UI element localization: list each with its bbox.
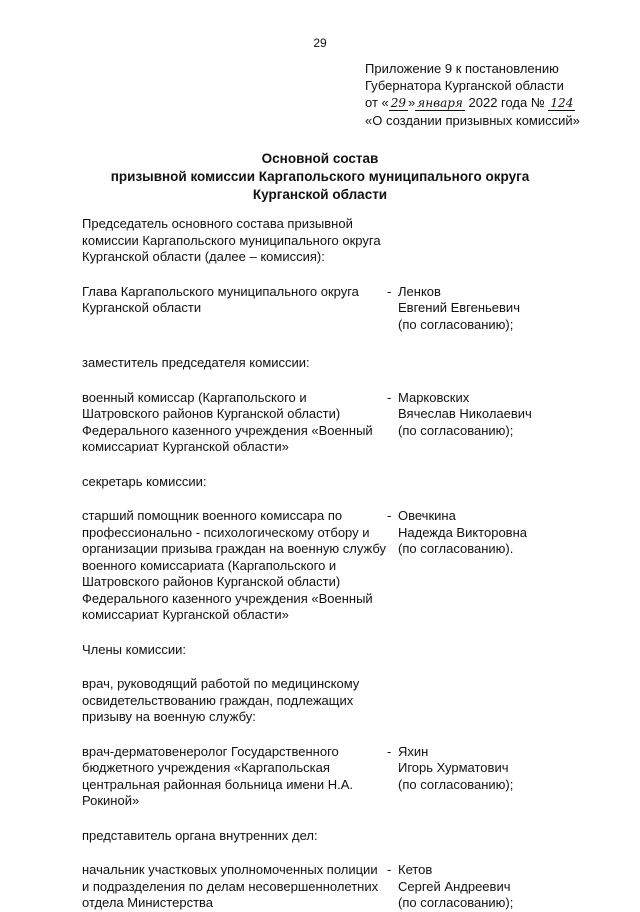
doctor-heading: врач, руководящий работой по медицинскому освидетельствованию граждан, подлежащих призыву на военную службу:	[82, 676, 360, 724]
appendix-date-mid: »	[408, 95, 416, 110]
handwritten-month: января	[417, 96, 463, 110]
dash: -	[387, 508, 392, 523]
police-position: начальник участковых уполномоченных полиции и подразделения по делам несовершеннолетних отдела Министерства	[82, 862, 379, 910]
police-name: Сергей Андреевич	[398, 878, 511, 894]
doctor-name: Игорь Хурматович	[398, 760, 509, 775]
chair-name: Евгений Евгеньевич	[398, 300, 520, 315]
appendix-line-2: Губернатора Курганской области	[365, 78, 564, 93]
police-heading: представитель органа внутренних дел:	[82, 827, 318, 843]
title-line-1: Основной состав	[261, 151, 379, 166]
deputy-position: военный комиссар (Каргапольского и Шатровского районов Курганской области) Федерального казенного учреждения «Военный комиссариат Курганской области»	[82, 389, 373, 454]
doctor-entry	[82, 744, 562, 810]
secretary-name: Надежда Викторовна	[398, 524, 527, 540]
title-line-3: Курганской области	[252, 187, 388, 202]
dash: -	[387, 862, 392, 877]
deputy-name: Вячеслав Николаевич	[398, 406, 532, 421]
deputy-note: (по согласованию);	[398, 422, 514, 438]
handwritten-number: 124	[550, 96, 574, 110]
chair-heading: Председатель основного состава призывной комиссии Каргапольского муниципального округа Курганской области (далее – комиссия):	[82, 216, 381, 264]
document-title	[0, 150, 640, 204]
commission-list	[82, 216, 562, 912]
deputy-entry	[82, 390, 562, 456]
appendix-line-1: Приложение 9 к постановлению	[365, 61, 559, 76]
secretary-heading: секретарь комиссии:	[82, 473, 207, 489]
doctor-surname: Яхин	[398, 743, 429, 759]
page-number: 29	[313, 36, 327, 50]
police-entry	[82, 862, 562, 912]
appendix-year: 2022 года №	[464, 95, 549, 110]
chair-entry	[82, 284, 562, 334]
doctor-note: (по согласованию);	[398, 776, 514, 792]
secretary-position: старший помощник военного комиссара по профессионально - психологическому отбору и организации призыва граждан на военную службу военного комиссариата (Каргапольского и Шатровского районов Курганской области) Федерального казенного учреждения «Военный комиссариат Курганской области»	[82, 508, 386, 622]
deputy-surname: Марковских	[398, 389, 470, 405]
police-note: (по согласованию);	[398, 895, 514, 910]
secretary-entry	[82, 508, 562, 624]
appendix-date-prefix: от «	[365, 95, 389, 110]
handwritten-day: 29	[390, 96, 407, 110]
secretary-note: (по согласованию).	[398, 541, 514, 556]
secretary-surname: Овечкина	[398, 508, 456, 523]
appendix-header	[365, 60, 635, 129]
appendix-line-4: «О создании призывных комиссий»	[365, 113, 580, 128]
police-surname: Кетов	[398, 862, 433, 877]
title-line-2: призывной комиссии Каргапольского муниципального округа	[110, 169, 530, 184]
deputy-heading: заместитель председателя комиссии:	[82, 355, 310, 370]
dash: -	[387, 283, 392, 299]
chair-surname: Ленков	[398, 283, 441, 299]
doctor-position: врач-дерматовенеролог Государственного бюджетного учреждения «Каргапольская центральная районная больница имени Н.А. Рокиной»	[82, 743, 353, 808]
dash: -	[387, 389, 392, 405]
chair-note: (по согласованию);	[398, 316, 514, 332]
dash: -	[387, 743, 392, 759]
appendix-line-3	[365, 94, 635, 112]
chair-position: Глава Каргапольского муниципального округа Курганской области	[82, 283, 359, 315]
members-heading: Члены комиссии:	[82, 641, 187, 657]
